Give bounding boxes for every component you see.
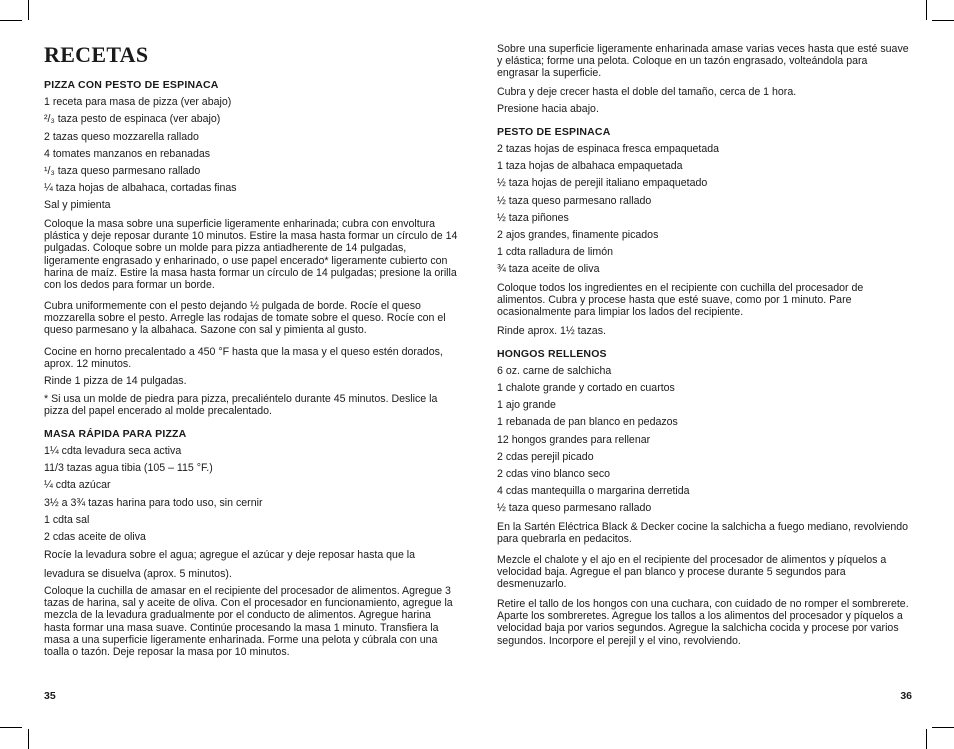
crop-mark bbox=[28, 0, 29, 20]
instruction-paragraph: En la Sartén Eléctrica Black & Decker cocine la salchicha a fuego mediano, revolviendo para quebrarla en pedacitos. bbox=[497, 521, 909, 546]
instruction-paragraph: Cocine en horno precalentado a 450 °F hasta que la masa y el queso estén dorados, aprox. 12 minutos. bbox=[44, 346, 443, 371]
crop-mark bbox=[0, 20, 22, 21]
ingredient-line: 2 ajos grandes, finamente picados bbox=[497, 229, 659, 241]
ingredient-line: 1 receta para masa de pizza (ver abajo) bbox=[44, 96, 232, 108]
ingredient-line: 4 cdas mantequilla o margarina derretida bbox=[497, 485, 690, 497]
ingredient-line: 11/3 tazas agua tibia (105 – 115 °F.) bbox=[44, 462, 213, 474]
ingredient-line: 1 cdta sal bbox=[44, 514, 90, 526]
ingredient-line: 1¼ cdta levadura seca activa bbox=[44, 445, 182, 457]
crop-mark bbox=[28, 729, 29, 749]
instruction-paragraph: Coloque la masa sobre una superficie ligeramente enharinada; cubra con envoltura plástica y deje reposar durante 10 minutos. Estire la masa hasta formar un círculo de 14 pulgadas. Coloque sobre un molde para pizza antiadherente de 14 pulgadas, ligeramente engrasado y enharinado, o use papel encerado* ligeramente cubierto con harina de maíz. Estire la masa hasta formar un círculo de 14 pulgadas; presione la orilla con los dedos para formar un borde. bbox=[44, 218, 458, 292]
ingredient-line: ½ taza queso parmesano rallado bbox=[497, 502, 652, 514]
page-number-left: 35 bbox=[44, 690, 56, 702]
instruction-paragraph: Rinde 1 pizza de 14 pulgadas. bbox=[44, 375, 187, 387]
recipe-heading-pizza: PIZZA CON PESTO DE ESPINACA bbox=[44, 79, 219, 91]
crop-mark bbox=[932, 20, 954, 21]
instruction-line: Presione hacia abajo. bbox=[497, 103, 599, 115]
instruction-paragraph: Sobre una superficie ligeramente enharinada amase varias veces hasta que esté suave y elástica; forme una pelota. Coloque en un tazón engrasado, volteándola para engrasar la superficie. bbox=[497, 43, 909, 80]
ingredient-line: Sal y pimienta bbox=[44, 199, 111, 211]
ingredient-line: ½ taza piñones bbox=[497, 212, 569, 224]
instruction-line: levadura se disuelva (aprox. 5 minutos). bbox=[44, 568, 232, 580]
ingredient-line: 6 oz. carne de salchicha bbox=[497, 365, 612, 377]
ingredient-line: 2 cdas perejil picado bbox=[497, 451, 594, 463]
ingredient-line: ¹/₃ taza queso parmesano rallado bbox=[44, 165, 201, 177]
recipe-heading-pesto: PESTO DE ESPINACA bbox=[497, 126, 611, 138]
recipe-heading-hongos: HONGOS RELLENOS bbox=[497, 348, 607, 360]
recipe-heading-masa: MASA RÁPIDA PARA PIZZA bbox=[44, 428, 187, 440]
ingredient-line: ²/₃ taza pesto de espinaca (ver abajo) bbox=[44, 113, 221, 125]
footnote: * Si usa un molde de piedra para pizza, precaliéntelo durante 45 minutos. Deslice la pizza del papel encerado al molde precalentado. bbox=[44, 393, 438, 418]
ingredient-line: 3½ a 3¾ tazas harina para todo uso, sin cernir bbox=[44, 497, 263, 509]
ingredient-line: 1 chalote grande y cortado en cuartos bbox=[497, 382, 675, 394]
ingredient-line: 1 ajo grande bbox=[497, 399, 556, 411]
crop-mark bbox=[926, 0, 927, 20]
instruction-paragraph: Retire el tallo de los hongos con una cuchara, con cuidado de no romper el sombrerete. Aparte los sombreretes. Agregue los tallos a los alimentos del procesador y píquelos a velocidad baja por varios segundos. Agregue la salchicha cocida y procese por varios segundos. Incorpore el perejil y el vino, revolviendo. bbox=[497, 598, 909, 647]
ingredient-line: ¼ taza hojas de albahaca, cortadas finas bbox=[44, 182, 237, 194]
instruction-line: Cubra y deje crecer hasta el doble del tamaño, cerca de 1 hora. bbox=[497, 86, 797, 98]
instruction-line: Rinde aprox. 1½ tazas. bbox=[497, 325, 606, 337]
ingredient-line: 4 tomates manzanos en rebanadas bbox=[44, 148, 211, 160]
ingredient-line: ½ taza hojas de perejil italiano empaquetado bbox=[497, 177, 708, 189]
ingredient-line: 1 taza hojas de albahaca empaquetada bbox=[497, 160, 683, 172]
ingredient-line: ½ taza queso parmesano rallado bbox=[497, 195, 652, 207]
instruction-paragraph: Coloque todos los ingredientes en el recipiente con cuchilla del procesador de alimentos. Cubra y procese hasta que esté suave, como por 1 minuto. Pare ocasionalmente para limpiar los lados del recipiente. bbox=[497, 282, 864, 319]
ingredient-line: 2 tazas hojas de espinaca fresca empaquetada bbox=[497, 143, 720, 155]
instruction-paragraph: Mezcle el chalote y el ajo en el recipiente del procesador de alimentos y píquelos a velocidad baja. Agregue el pan blanco y procese durante 5 segundos para desmenuzarlo. bbox=[497, 554, 887, 591]
ingredient-line: 2 cdas vino blanco seco bbox=[497, 468, 611, 480]
ingredient-line: 2 cdas aceite de oliva bbox=[44, 531, 146, 543]
instruction-paragraph: Coloque la cuchilla de amasar en el recipiente del procesador de alimentos. Agregue 3 tazas de harina, sal y aceite de oliva. Con el procesador en funcionamiento, agregue la mezcla de la levadura gradualmente por el conducto de alimentos. Agregue harina hasta formar una masa suave. Continúe procesando la masa 1 minuto. Transfiera la masa a una superficie ligeramente enharinada. Forme una pelota y cúbrala con una toalla o tazón. Deje reposar la masa por 10 minutos. bbox=[44, 585, 453, 659]
instruction-paragraph: Cubra uniformemente con el pesto dejando ½ pulgada de borde. Rocíe el queso mozzarella sobre el pesto. Arregle las rodajas de tomate sobre el queso. Rocíe con el queso parmesano y la albahaca. Sazone con sal y pimienta al gusto. bbox=[44, 300, 446, 337]
crop-mark bbox=[0, 727, 22, 728]
ingredient-line: 12 hongos grandes para rellenar bbox=[497, 434, 651, 446]
ingredient-line: ¾ taza aceite de oliva bbox=[497, 263, 600, 275]
page-title: RECETAS bbox=[44, 42, 149, 67]
ingredient-line: 2 tazas queso mozzarella rallado bbox=[44, 131, 199, 143]
ingredient-line: 1 rebanada de pan blanco en pedazos bbox=[497, 416, 678, 428]
instruction-line: Rocíe la levadura sobre el agua; agregue el azúcar y deje reposar hasta que la bbox=[44, 549, 416, 561]
ingredient-line: 1 cdta ralladura de limón bbox=[497, 246, 614, 258]
crop-mark bbox=[926, 729, 927, 749]
page-number-right: 36 bbox=[900, 690, 912, 702]
crop-mark bbox=[932, 727, 954, 728]
ingredient-line: ¼ cdta azúcar bbox=[44, 479, 111, 491]
